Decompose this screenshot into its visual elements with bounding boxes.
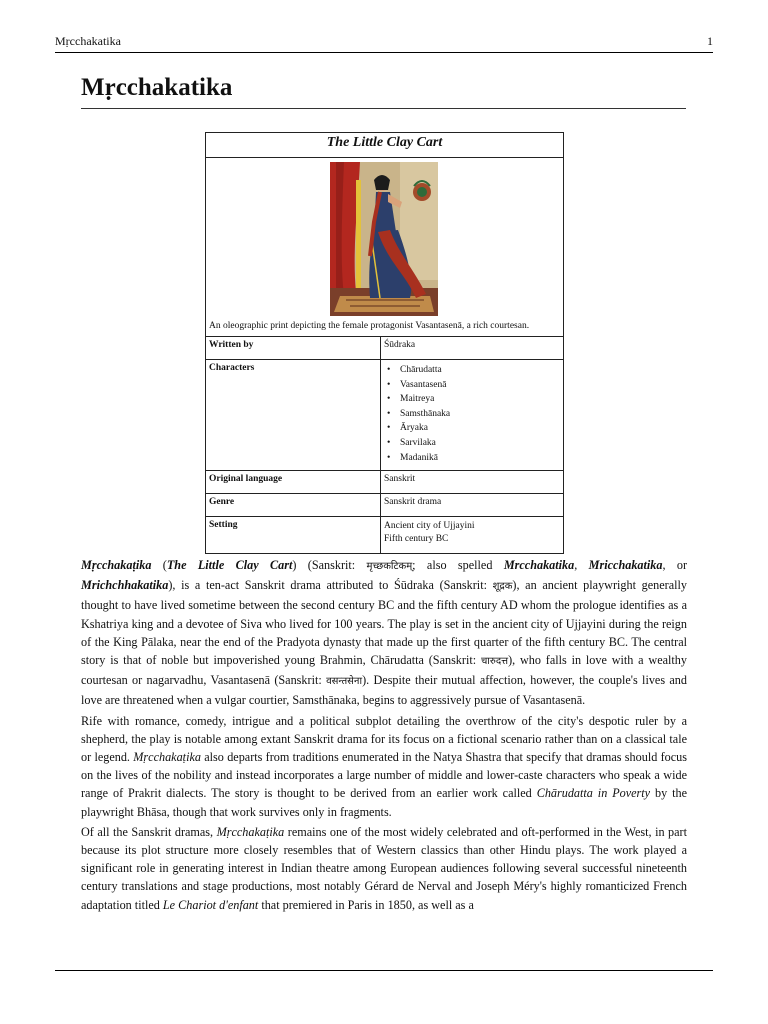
page-title: Mṛcchakatika [81, 74, 686, 109]
text-run[interactable]: Rife with romance, comedy, intrigue and a political subplot detailing the overthrow of the city's despotic ruler by a shepherd, the play is notable among extant Sanskrit drama for its focus on a fictional scenario rather than on a classical tale or legend. [81, 713, 687, 765]
infobox-label: Original language [206, 471, 381, 493]
setting-place: Ancient city of Ujjayini [384, 521, 475, 531]
term-variant: Mrichchhakatika [81, 578, 169, 593]
infobox-value-characters [381, 360, 563, 470]
term-title: Mṛcchakaṭika [133, 750, 201, 765]
infobox-image-cell [206, 158, 563, 337]
character-list-item[interactable]: • Madanikā [384, 451, 560, 466]
infobox-value[interactable]: Sanskrit [384, 474, 416, 484]
text-run[interactable]: by the playwright Bhāsa, though that work survives only in fragments. [81, 786, 687, 819]
term-adaptation: Le Chariot d'enfant [162, 897, 259, 912]
infobox-row-setting [206, 517, 563, 553]
devanagari-vasantasena: वसन्तसेना [326, 676, 363, 688]
page-number: 1 [707, 34, 713, 48]
character-list-item[interactable]: • Vasantasenā [384, 378, 560, 393]
paragraph-intro [81, 556, 687, 710]
text-run[interactable]: ), is a ten-act Sanskrit drama attributed to Śūdraka (Sanskrit: [168, 578, 493, 593]
character-list-item[interactable]: • Sarvilaka [384, 436, 560, 451]
devanagari-charudatta: चारुदत्त [480, 656, 509, 668]
setting-time: Fifth century BC [384, 534, 449, 544]
infobox-image-caption: An oleographic print depicting the female protagonist Vasantasenā, a rich courtesan. [209, 321, 530, 331]
devanagari-author: शूद्रक [492, 581, 513, 593]
infobox-label: Written by [206, 337, 381, 359]
infobox-label: Genre [206, 494, 381, 516]
term-title: Mṛcchakaṭika [216, 824, 285, 839]
infobox-value-setting [381, 517, 563, 553]
infobox-value: Śūdraka [384, 340, 416, 350]
text-run: ). Despite their mutual affection, however, the couple's lives and love are threatened when a vulgar courtier, Samsthānaka, begins to aggressively pursue of Vasantasenā. [81, 673, 687, 708]
running-header [55, 34, 713, 53]
vasantasena-oleograph-image[interactable] [330, 162, 438, 316]
character-list-item[interactable]: • Āryaka [384, 421, 560, 436]
text-run: ) (Sanskrit: [292, 558, 367, 572]
infobox-title: The Little Clay Cart [206, 133, 563, 158]
paragraph-reception [81, 823, 687, 914]
infobox-value[interactable]: Sanskrit drama [384, 497, 442, 507]
text-run[interactable]: also departs from traditions enumerated in the Natya Shastra that specify that dramas should focus on the lives of the nobility and instead incorporates a large number of middle and lower-caste characters who speak a wide range of Prakrit dialects. The story is thought to be derived from an earlier work called [81, 750, 687, 801]
running-header-title: Mṛcchakatika [55, 34, 121, 48]
text-run: ; also spelled [412, 558, 504, 572]
text-run: ( [151, 558, 167, 572]
term-english-title: The Little Clay Cart [166, 558, 293, 572]
term-source-work: Chārudatta in Poverty [536, 786, 651, 801]
footer-rule [55, 970, 713, 971]
paragraph-themes [81, 712, 687, 821]
text-run: Of all the Sanskrit dramas, [81, 824, 217, 839]
term-title: Mṛcchakaṭika [81, 558, 152, 572]
infobox [205, 132, 564, 554]
character-list-item[interactable]: • Samsthānaka [384, 407, 560, 422]
infobox-row-characters [206, 360, 563, 471]
term-variant: Mrcchakatika [503, 558, 575, 572]
text-run: , or [662, 558, 688, 572]
character-list-item[interactable]: • Chārudatta [384, 363, 560, 378]
devanagari-title: मृच्छकटिकम् [366, 561, 413, 572]
character-list-item[interactable]: • Maitreya [384, 392, 560, 407]
text-run: , [574, 558, 589, 572]
infobox-label: Setting [206, 517, 381, 553]
text-run[interactable]: ), an ancient playwright generally thought to have lived sometime between the second century BC and the fifth century AD whom the prologue identifies as a Kshatriya king and a devotee of Siva who lived for 100 years. The play is set in the ancient city of Ujjayini during the reign of the King Pālaka, near the end of the Pradyota dynasty that made up the first quarter of the fifth century BC. The central story is that of noble but impoverished young Brahmin, Chārudatta (Sanskrit: [81, 578, 687, 668]
article-body [81, 556, 687, 914]
text-run[interactable]: ), who falls in love with a wealthy courtesan or nagarvadhu, Vasantasenā (Sanskrit: [81, 653, 687, 688]
infobox-row-original-language [206, 471, 563, 494]
term-variant: Mricchakatika [588, 558, 663, 572]
text-run: that premiered in Paris in 1850, as well as a [258, 897, 474, 912]
infobox-row-genre [206, 494, 563, 517]
infobox-row-written-by [206, 337, 563, 360]
infobox-label: Characters [206, 360, 381, 470]
text-run[interactable]: remains one of the most widely celebrated and oft-performed in the West, in part because its plot structure more closely resembles that of Western classics than other Hindu plays. The work played a significant role in generating interest in Indian theatre among European audiences following several successful nineteenth century translations and stage productions, most notably Gérard de Nerval and Joseph Méry's highly romanticized French adaptation titled [81, 824, 687, 912]
